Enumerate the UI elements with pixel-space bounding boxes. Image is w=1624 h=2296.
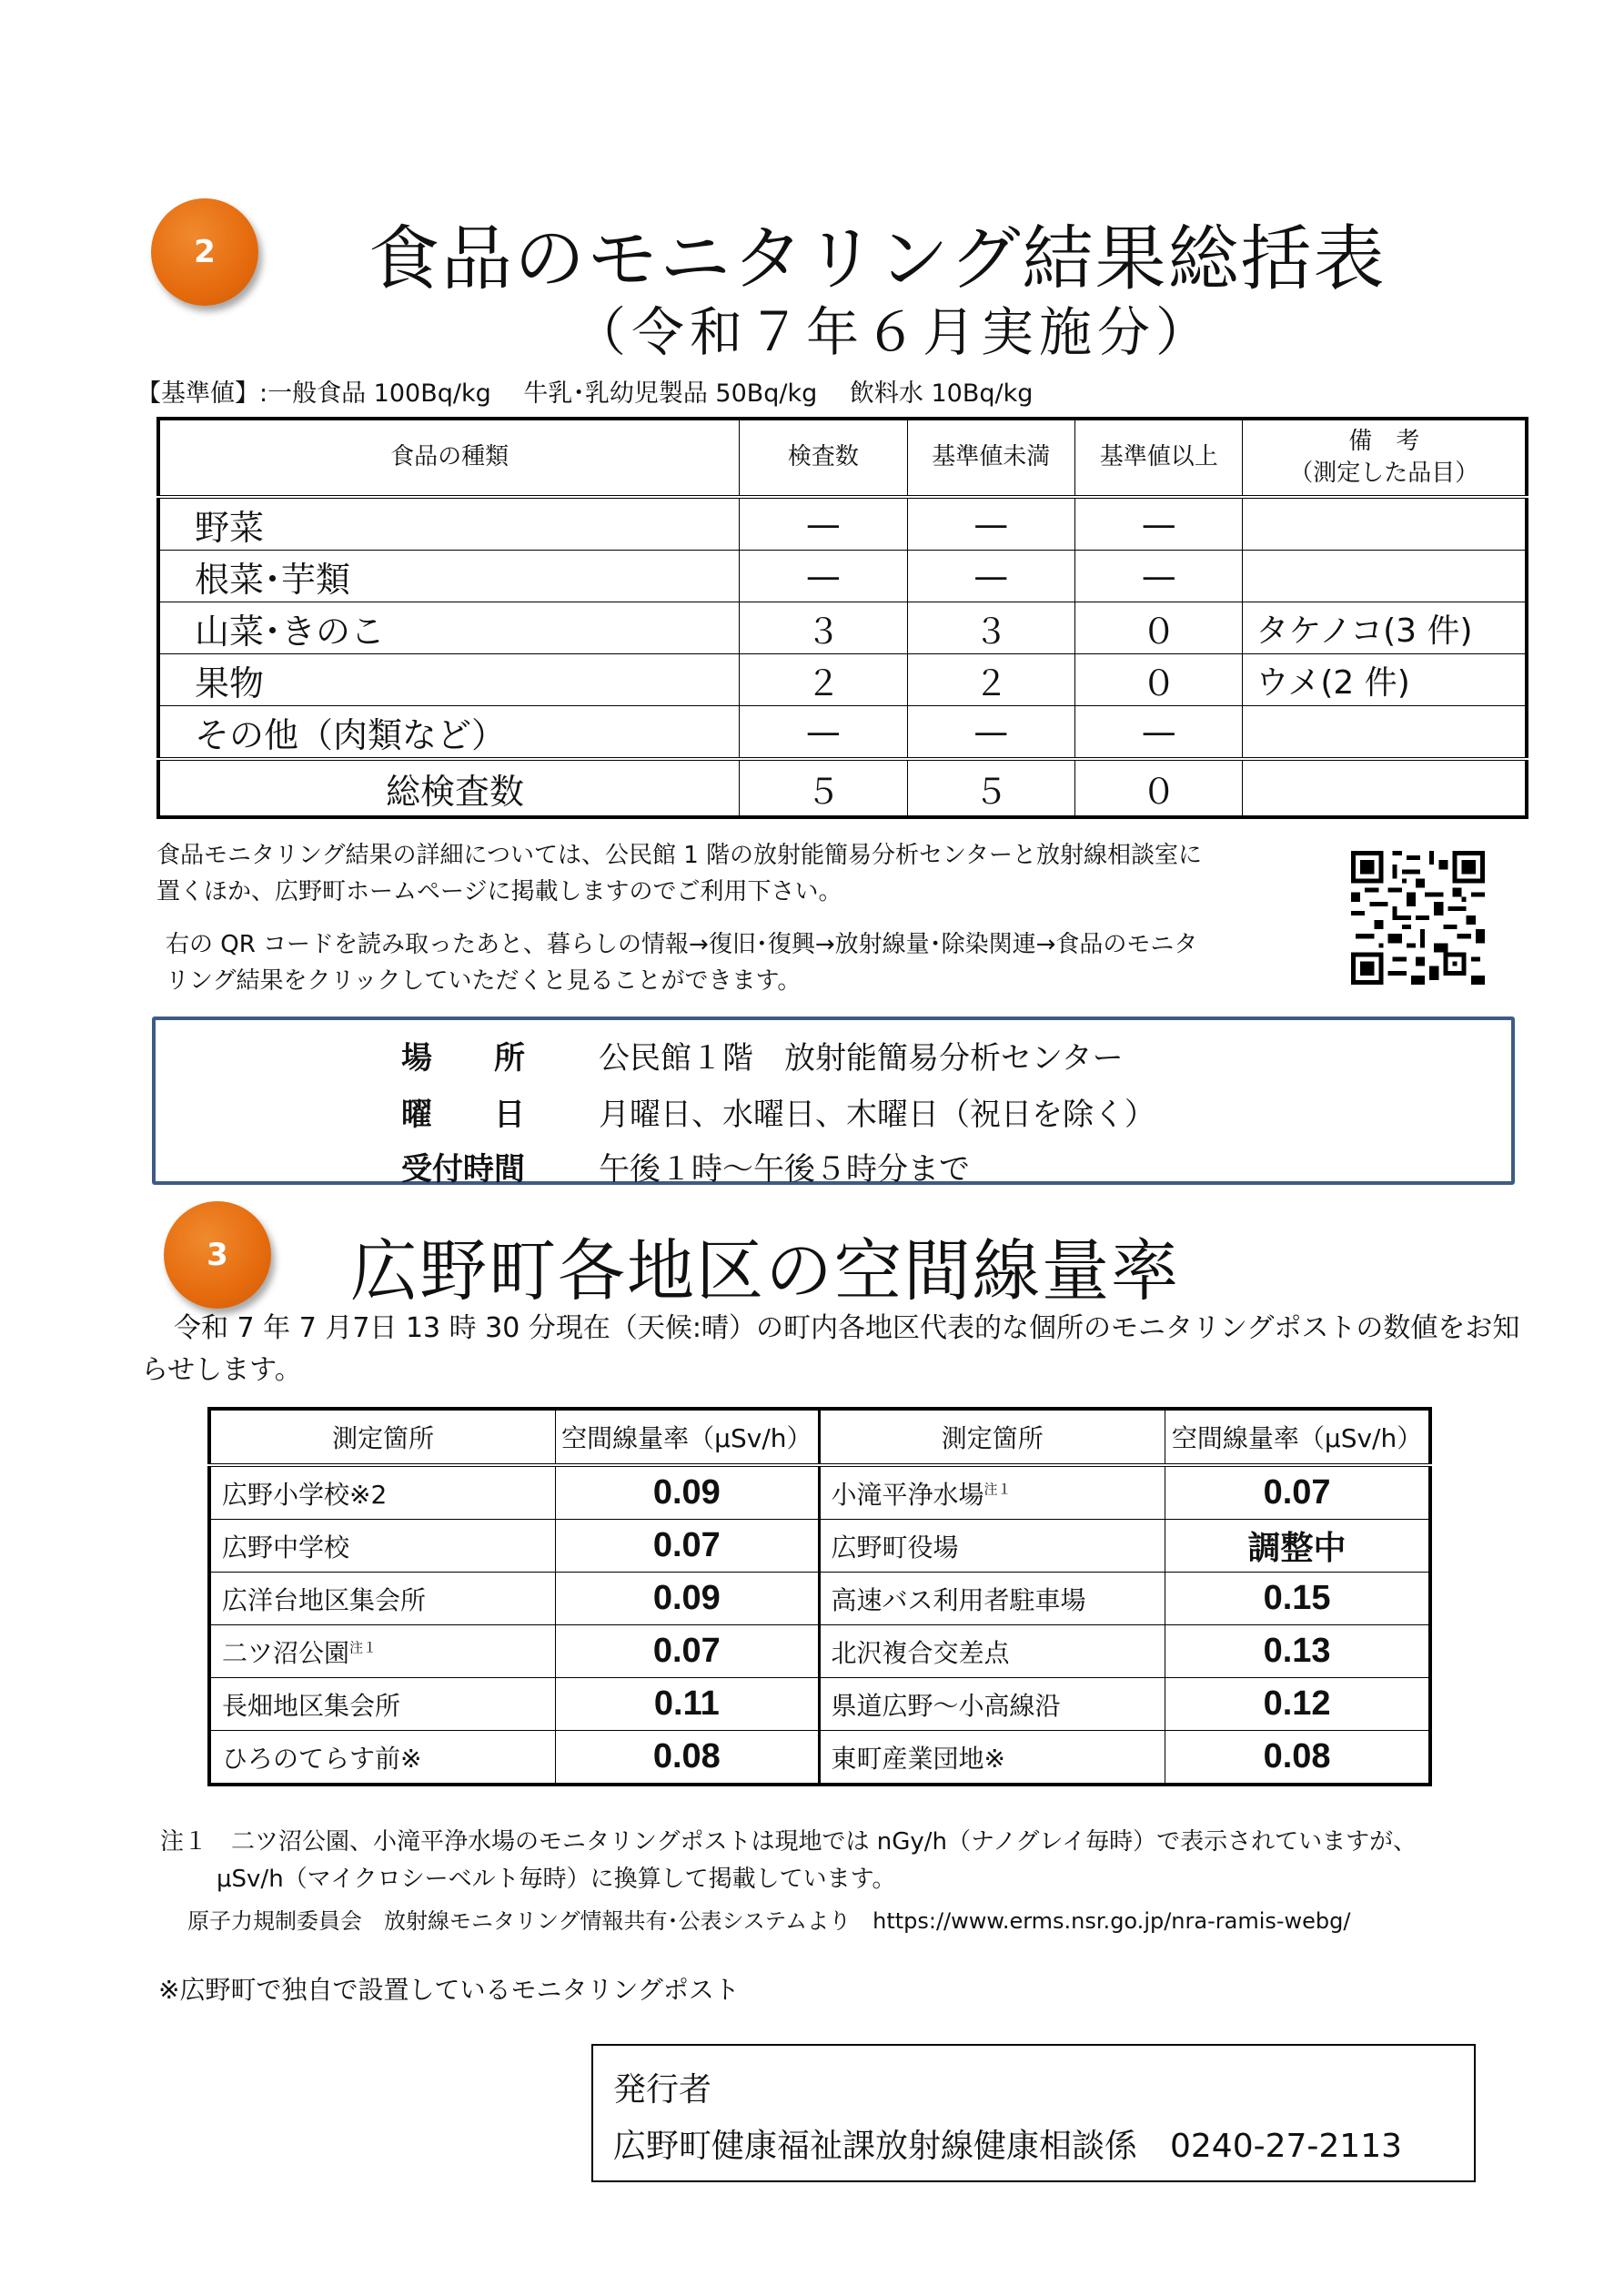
table-row xyxy=(209,1520,1430,1573)
location-cell: 県道広野～小高線沿 xyxy=(819,1678,1165,1731)
place-label: 場 所 xyxy=(401,1040,525,1077)
header-remarks-line2: （測定した品目） xyxy=(1289,460,1479,487)
place-value: 公民館１階 放射能簡易分析センター xyxy=(599,1040,1124,1077)
location-cell: 広野町役場 xyxy=(819,1520,1165,1573)
location-cell: 東町産業団地※ xyxy=(819,1731,1165,1785)
issuer-name-phone: 広野町健康福祉課放射線健康相談係 0240-27-2113 xyxy=(613,2128,1403,2165)
table-row xyxy=(209,1625,1430,1678)
food-count: — xyxy=(740,706,907,760)
header-above: 基準値以上 xyxy=(1074,419,1242,497)
location-cell: 広野中学校 xyxy=(209,1520,556,1573)
header-remarks-line1: 備 考 xyxy=(1348,427,1420,455)
header-location-2: 測定箇所 xyxy=(819,1409,1165,1465)
rate-cell: 0.07 xyxy=(1165,1465,1430,1520)
food-above: ０ xyxy=(1074,602,1242,654)
header-below: 基準値未満 xyxy=(907,419,1074,497)
rate-cell: 0.07 xyxy=(556,1520,819,1573)
section-3-badge: 3 xyxy=(164,1201,271,1309)
rate-cell: 0.09 xyxy=(556,1465,819,1520)
rate-cell: 0.12 xyxy=(1165,1678,1430,1731)
location-cell: 二ツ沼公園$^{注1}$ xyxy=(209,1625,556,1678)
location-cell: 小滝平浄水場$^{注1}$ xyxy=(819,1465,1165,1520)
rate-cell: 0.09 xyxy=(556,1573,819,1625)
food-above: — xyxy=(1074,706,1242,760)
header-remarks xyxy=(1243,419,1527,497)
location-cell: ひろのてらす前※ xyxy=(209,1731,556,1785)
table-row xyxy=(158,551,1527,602)
location-cell: 広野小学校※2 xyxy=(209,1465,556,1520)
issuer-label: 発行者 xyxy=(613,2071,712,2109)
note-1-line-2: μSv/h（マイクロシーベルト毎時）に換算して掲載しています。 xyxy=(217,1866,896,1893)
total-below: ５ xyxy=(907,759,1074,817)
food-table-header xyxy=(158,419,1527,497)
table-row xyxy=(158,706,1527,760)
table-row xyxy=(209,1465,1430,1520)
days-label: 曜 日 xyxy=(401,1097,525,1133)
detail-line-2: 置くほか、広野町ホームページに掲載しますのでご利用下さい。 xyxy=(156,878,842,905)
table-row xyxy=(209,1573,1430,1625)
food-remarks xyxy=(1243,706,1527,760)
food-below: — xyxy=(907,551,1074,602)
food-name: その他（肉類など） xyxy=(158,706,740,760)
food-count: ３ xyxy=(740,602,907,654)
rate-cell: 0.13 xyxy=(1165,1625,1430,1678)
hours-label: 受付時間 xyxy=(401,1151,525,1188)
rate-cell: 調整中 xyxy=(1165,1520,1430,1573)
location-cell: 北沢複合交差点 xyxy=(819,1625,1165,1678)
rate-cell: 0.08 xyxy=(556,1731,819,1785)
food-count: — xyxy=(740,551,907,602)
qr-instruction-line-2: リング結果をクリックしていただくと見ることができます。 xyxy=(166,967,802,995)
food-above: — xyxy=(1074,551,1242,602)
rate-cell: 0.07 xyxy=(556,1625,819,1678)
food-remarks xyxy=(1243,551,1527,602)
table-row xyxy=(158,497,1527,551)
header-food-type: 食品の種類 xyxy=(158,419,740,497)
food-count: ２ xyxy=(740,654,907,706)
location-cell: 高速バス利用者駐車場 xyxy=(819,1573,1165,1625)
standard-values: 【基準値】:一般食品 100Bq/kg 牛乳･乳幼児製品 50Bq/kg 飲料水 10Bq/kg xyxy=(136,379,1034,408)
location-cell: 長畑地区集会所 xyxy=(209,1678,556,1731)
food-monitoring-table xyxy=(156,417,1528,819)
section-2-badge: 2 xyxy=(151,198,258,306)
air-dose-intro: 令和 7 年 7 月7日 13 時 30 分現在（天候:晴）の町内各地区代表的な個所のモニタリングポストの数値をお知らせします。 xyxy=(141,1312,1520,1386)
food-remarks: ウメ(2 件) xyxy=(1243,654,1527,706)
header-rate-1: 空間線量率（μSv/h） xyxy=(556,1409,819,1465)
food-monitoring-title: 食品のモニタリング結果総括表 xyxy=(368,218,1387,300)
hours-value: 午後１時～午後５時分まで xyxy=(599,1151,970,1188)
rate-cell: 0.08 xyxy=(1165,1731,1430,1785)
header-rate-2: 空間線量率（μSv/h） xyxy=(1165,1409,1430,1465)
header-count: 検査数 xyxy=(740,419,907,497)
rate-cell: 0.11 xyxy=(556,1678,819,1731)
qr-instruction-line-1: 右の QR コードを読み取ったあと、暮らしの情報→復旧･復興→放射線量･除染関連→食品のモニタ xyxy=(166,931,1198,958)
food-above: ０ xyxy=(1074,654,1242,706)
total-above: ０ xyxy=(1074,759,1242,817)
note-2: ※広野町で独自で設置しているモニタリングポスト xyxy=(158,1975,740,2005)
reception-info-box xyxy=(152,1017,1515,1188)
total-count: ５ xyxy=(740,759,907,817)
rad-table-header xyxy=(209,1409,1430,1465)
total-label: 総検査数 xyxy=(158,759,740,817)
issuer-box xyxy=(591,2044,1476,2182)
food-name: 野菜 xyxy=(158,497,740,551)
note-1-line-1: 注１ 二ツ沼公園、小滝平浄水場のモニタリングポストは現地では nGy/h（ナノグレイ毎時）で表示されていますが、 xyxy=(160,1828,1417,1856)
food-below: — xyxy=(907,706,1074,760)
rate-cell: 0.15 xyxy=(1165,1573,1430,1625)
air-dose-rate-table xyxy=(207,1407,1432,1786)
food-below: — xyxy=(907,497,1074,551)
food-above: — xyxy=(1074,497,1242,551)
food-name: 根菜･芋類 xyxy=(158,551,740,602)
air-dose-rate-title: 広野町各地区の空間線量率 xyxy=(350,1232,1180,1310)
table-row xyxy=(209,1731,1430,1785)
total-remarks xyxy=(1243,759,1527,817)
location-cell: 広洋台地区集会所 xyxy=(209,1573,556,1625)
table-row xyxy=(158,654,1527,706)
detail-line-1: 食品モニタリング結果の詳細については、公民館 1 階の放射能簡易分析センターと放射線相談室に xyxy=(156,842,1202,869)
qr-code-icon[interactable] xyxy=(1351,851,1485,985)
food-name: 果物 xyxy=(158,654,740,706)
total-row xyxy=(158,759,1527,817)
food-remarks: タケノコ(3 件) xyxy=(1243,602,1527,654)
table-row xyxy=(158,602,1527,654)
data-source: 原子力規制委員会 放射線モニタリング情報共有･公表システムより https://www.erms.nsr.go.jp/nra-ramis-webg/ xyxy=(187,1908,1351,1934)
food-below: ３ xyxy=(907,602,1074,654)
table-row xyxy=(209,1678,1430,1731)
food-name: 山菜･きのこ xyxy=(158,602,740,654)
header-location-1: 測定箇所 xyxy=(209,1409,556,1465)
food-remarks xyxy=(1243,497,1527,551)
food-count: — xyxy=(740,497,907,551)
days-value: 月曜日、水曜日、木曜日（祝日を除く） xyxy=(599,1097,1155,1133)
food-monitoring-subtitle: （令和７年６月実施分） xyxy=(573,301,1215,363)
food-below: ２ xyxy=(907,654,1074,706)
